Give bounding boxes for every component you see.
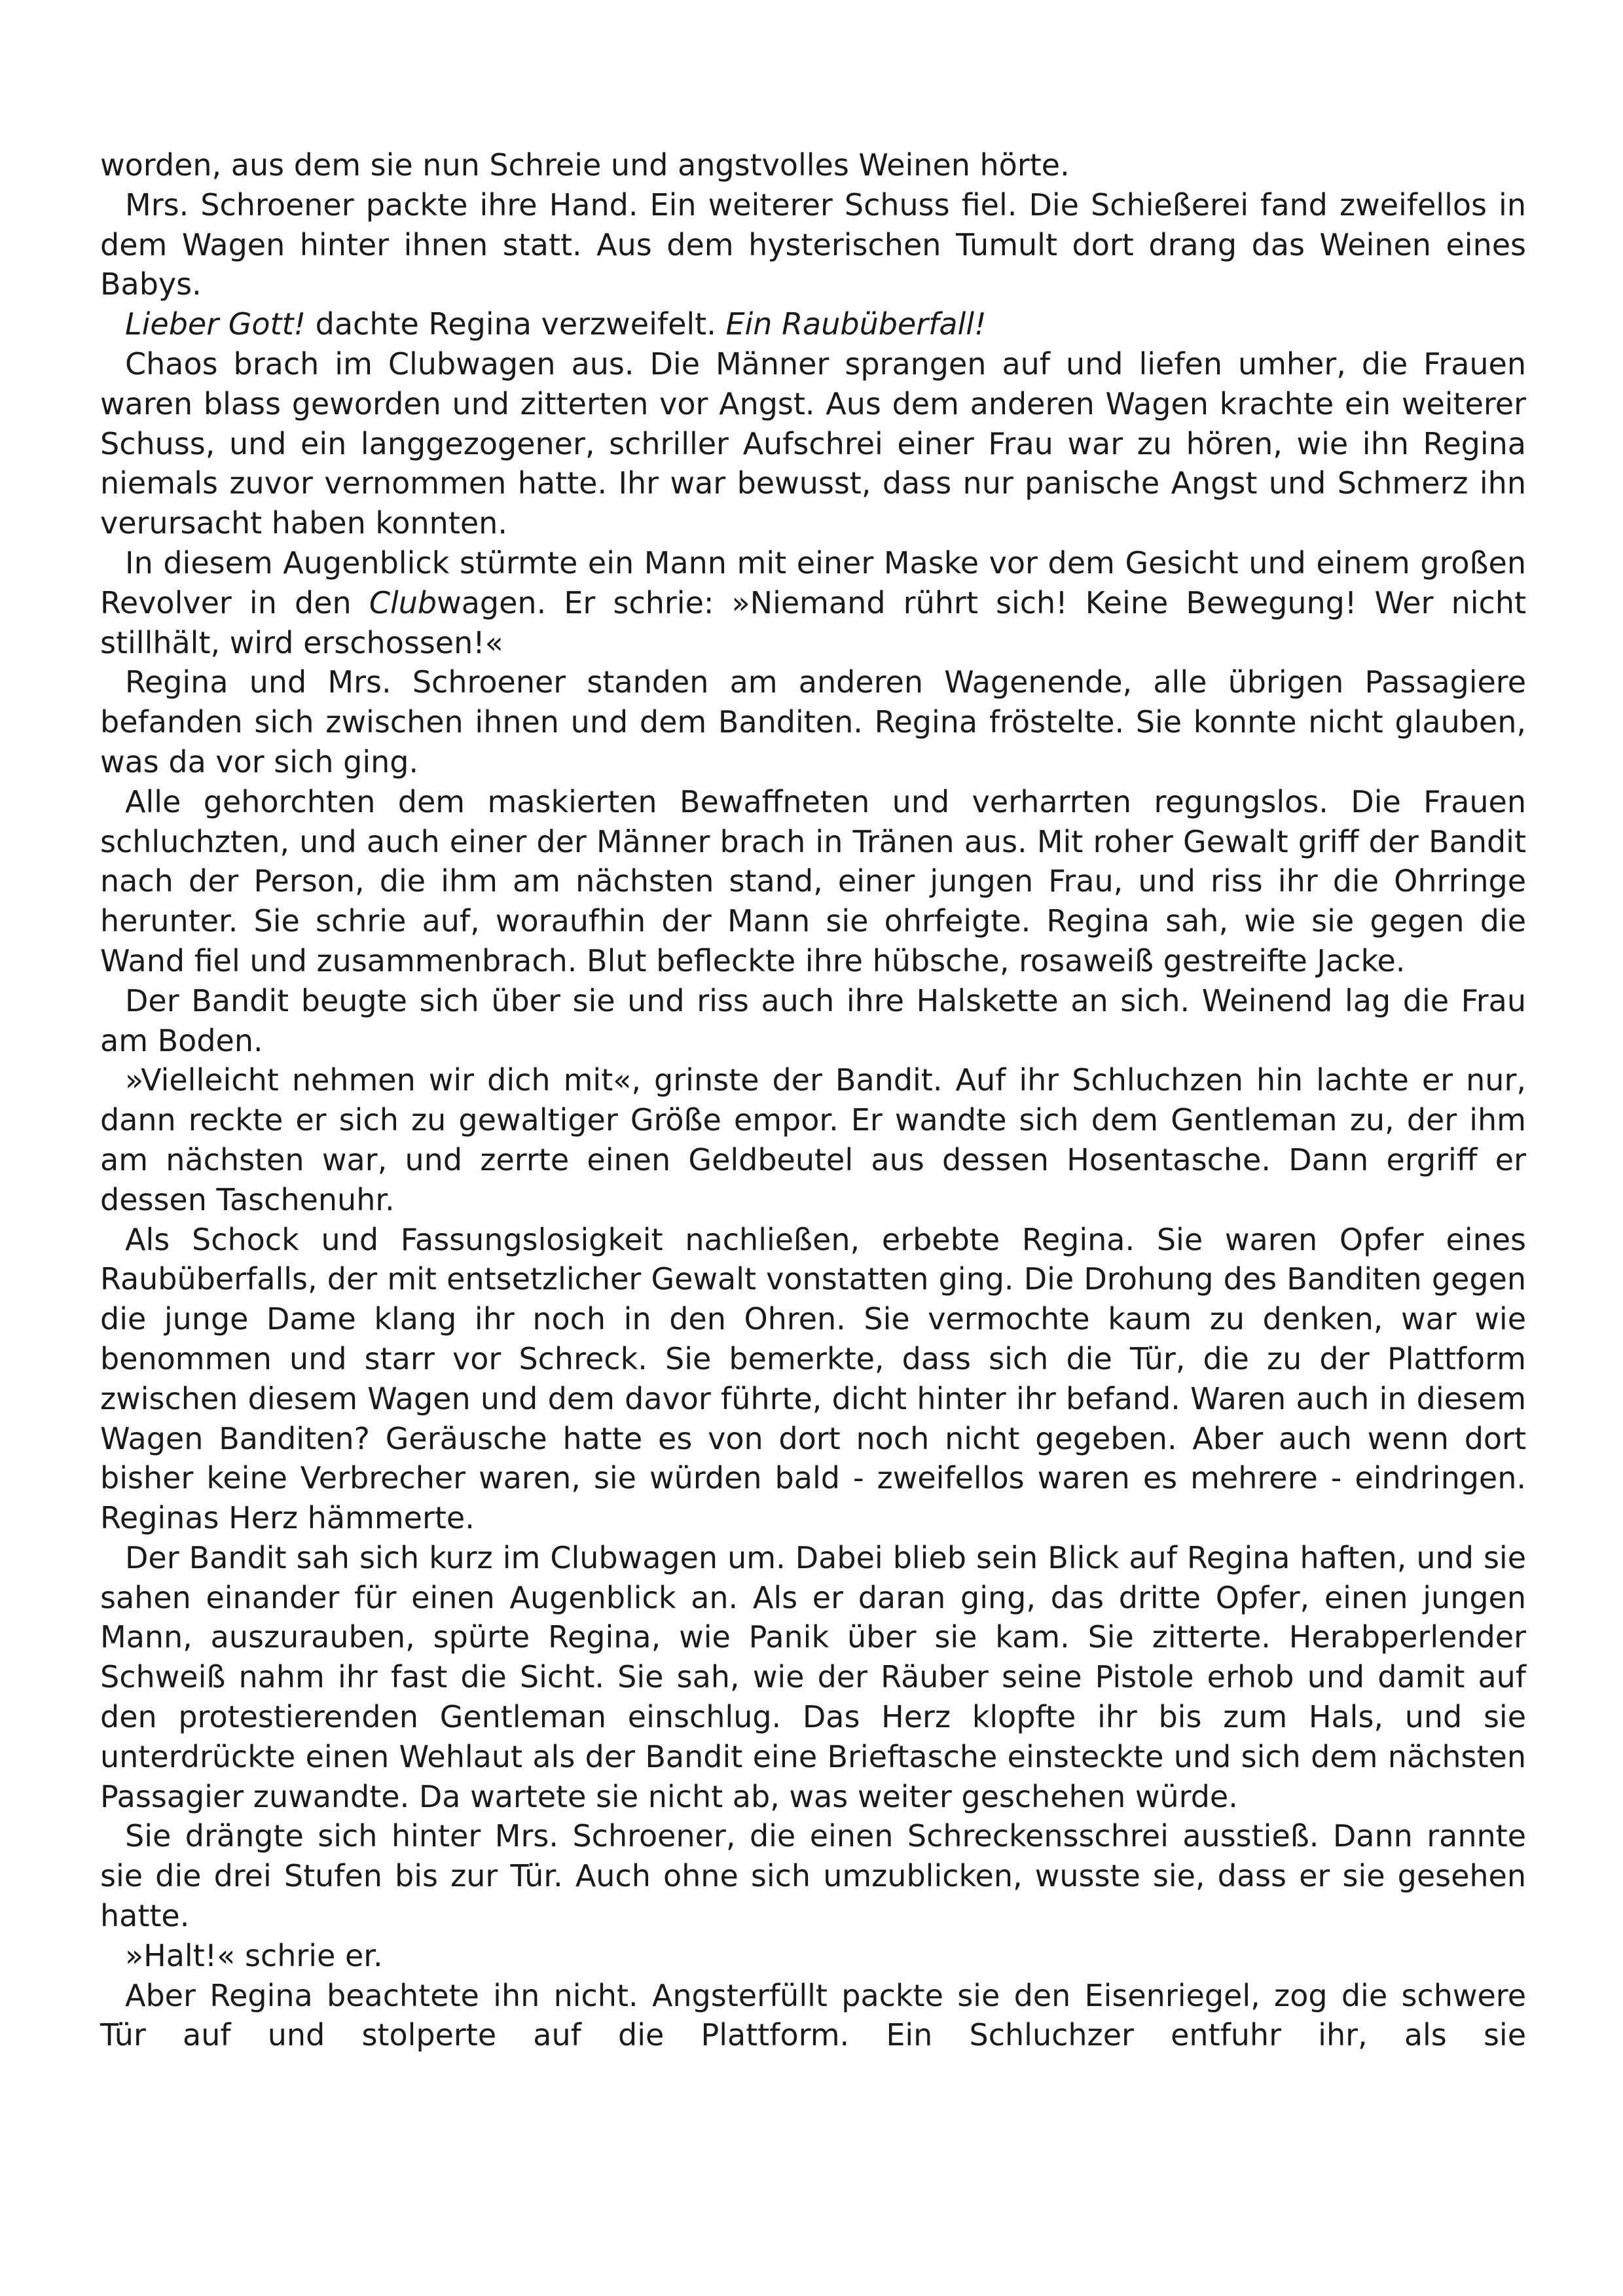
italic-exclamation: Ein Raubüberfall! <box>725 306 987 342</box>
paragraph-2: Mrs. Schroener packte ihre Hand. Ein weiterer Schuss fiel. Die Schießerei fand zweifellos in dem Wagen hinter ihnen statt. Aus dem hysterischen Tumult dort drang das Weinen eines Babys. <box>100 187 1526 302</box>
paragraph-10: Als Schock und Fassungslosigkeit nachließen, erbebte Regina. Sie waren Opfer eines Raubüberfalls, der mit entsetzlicher Gewalt vonstatten ging. Die Drohung des Banditen gegen die junge Dame klang ihr noch in den Ohren. Sie vermochte kaum zu denken, war wie benommen und starr vor Schreck. Sie bemerkte, dass sich die Tür, die zu der Plattform zwischen diesem Wagen und dem davor führte, dicht hinter ihr befand. Waren auch in diesem Wagen Banditen? Geräusche hatte es von dort noch nicht gegeben. Aber auch wenn dort bisher keine Verbrecher waren, sie würden bald - zweifellos waren es mehrere - eindringen. Reginas Herz hämmerte. <box>100 1221 1526 1536</box>
paragraph-4: Chaos brach im Clubwagen aus. Die Männer sprangen auf und liefen umher, die Frauen waren blass geworden und zitterten vor Angst. Aus dem anderen Wagen krachte ein weiterer Schuss, und ein langgezogener, schriller Aufschrei einer Frau war zu hören, wie ihn Regina niemals zuvor vernommen hatte. Ihr war bewusst, dass nur panische Angst und Schmerz ihn verursacht haben konnten. <box>100 346 1526 541</box>
book-page <box>100 145 1526 2055</box>
paragraph-8: Der Bandit beugte sich über sie und riss auch ihre Halskette an sich. Weinend lag die Frau am Boden. <box>100 982 1526 1058</box>
paragraph-9: »Vielleicht nehmen wir dich mit«, grinste der Bandit. Auf ihr Schluchzen hin lachte er nur, dann reckte er sich zu gewaltiger Größe empor. Er wandte sich dem Gentleman zu, der ihm am nächsten war, und zerrte einen Geldbeutel aus dessen Hosentasche. Dann ergriff er dessen Taschenuhr. <box>100 1062 1526 1217</box>
italic-word: Club <box>369 584 437 620</box>
paragraph-6: Regina und Mrs. Schroener standen am anderen Wagenende, alle übrigen Passagiere befanden sich zwischen ihnen und dem Banditen. Regina fröstelte. Sie konnte nicht glauben, was da vor sich ging. <box>100 664 1526 780</box>
italic-exclamation: Lieber Gott! <box>125 306 306 342</box>
paragraph-5: In diesem Augenblick stürmte ein Mann mit einer Maske vor dem Gesicht und einem großen Revolver in den Clubwagen. Er schrie: »Niemand rührt sich! Keine Bewegung! Wer nicht stillhält, wird erschossen!« <box>100 545 1527 660</box>
paragraph-3: Lieber Gott! dachte Regina verzweifelt. Ein Raubüberfall! <box>125 306 987 342</box>
paragraph-1: worden, aus dem sie nun Schreie und angstvolles Weinen hörte. <box>100 147 1070 183</box>
paragraph-11: Der Bandit sah sich kurz im Clubwagen um. Dabei blieb sein Blick auf Regina haften, und sie sahen einander für einen Augenblick an. Als er daran ging, das dritte Opfer, einen jungen Mann, auszurauben, spürte Regina, wie Panik über sie kam. Sie zitterte. Herabperlender Schweiß nahm ihr fast die Sicht. Sie sah, wie der Räuber seine Pistole erhob und damit auf den protestierenden Gentleman einschlug. Das Herz klopfte ihr bis zum Hals, und sie unterdrückte einen Wehlaut als der Bandit eine Brieftasche einsteckte und sich dem nächsten Passagier zuwandte. Da wartete sie nicht ab, was weiter geschehen würde. <box>100 1539 1526 1814</box>
paragraph-13: »Halt!« schrie er. <box>125 1937 383 1973</box>
paragraph-7: Alle gehorchten dem maskierten Bewaffneten und verharrten regungslos. Die Frauen schluchzten, und auch einer der Männer brach in Tränen aus. Mit roher Gewalt griff der Bandit nach der Person, die ihm am nächsten stand, einer jungen Frau, und riss ihr die Ohrringe herunter. Sie schrie auf, woraufhin der Mann sie ohrfeigte. Regina sah, wie sie gegen die Wand fiel und zusammenbrach. Blut befleckte ihre hübsche, rosaweiß gestreifte Jacke. <box>100 783 1526 978</box>
paragraph-14: Aber Regina beachtete ihn nicht. Angsterfüllt packte sie den Eisenriegel, zog die schwere Tür auf und stolperte auf die Plattform. Ein Schluchzer entfuhr ihr, als sie <box>100 1977 1526 2053</box>
paragraph-12: Sie drängte sich hinter Mrs. Schroener, die einen Schreckensschrei ausstieß. Dann rannte sie die drei Stufen bis zur Tür. Auch ohne sich umzublicken, wusste sie, dass er sie gesehen hatte. <box>100 1818 1526 1934</box>
